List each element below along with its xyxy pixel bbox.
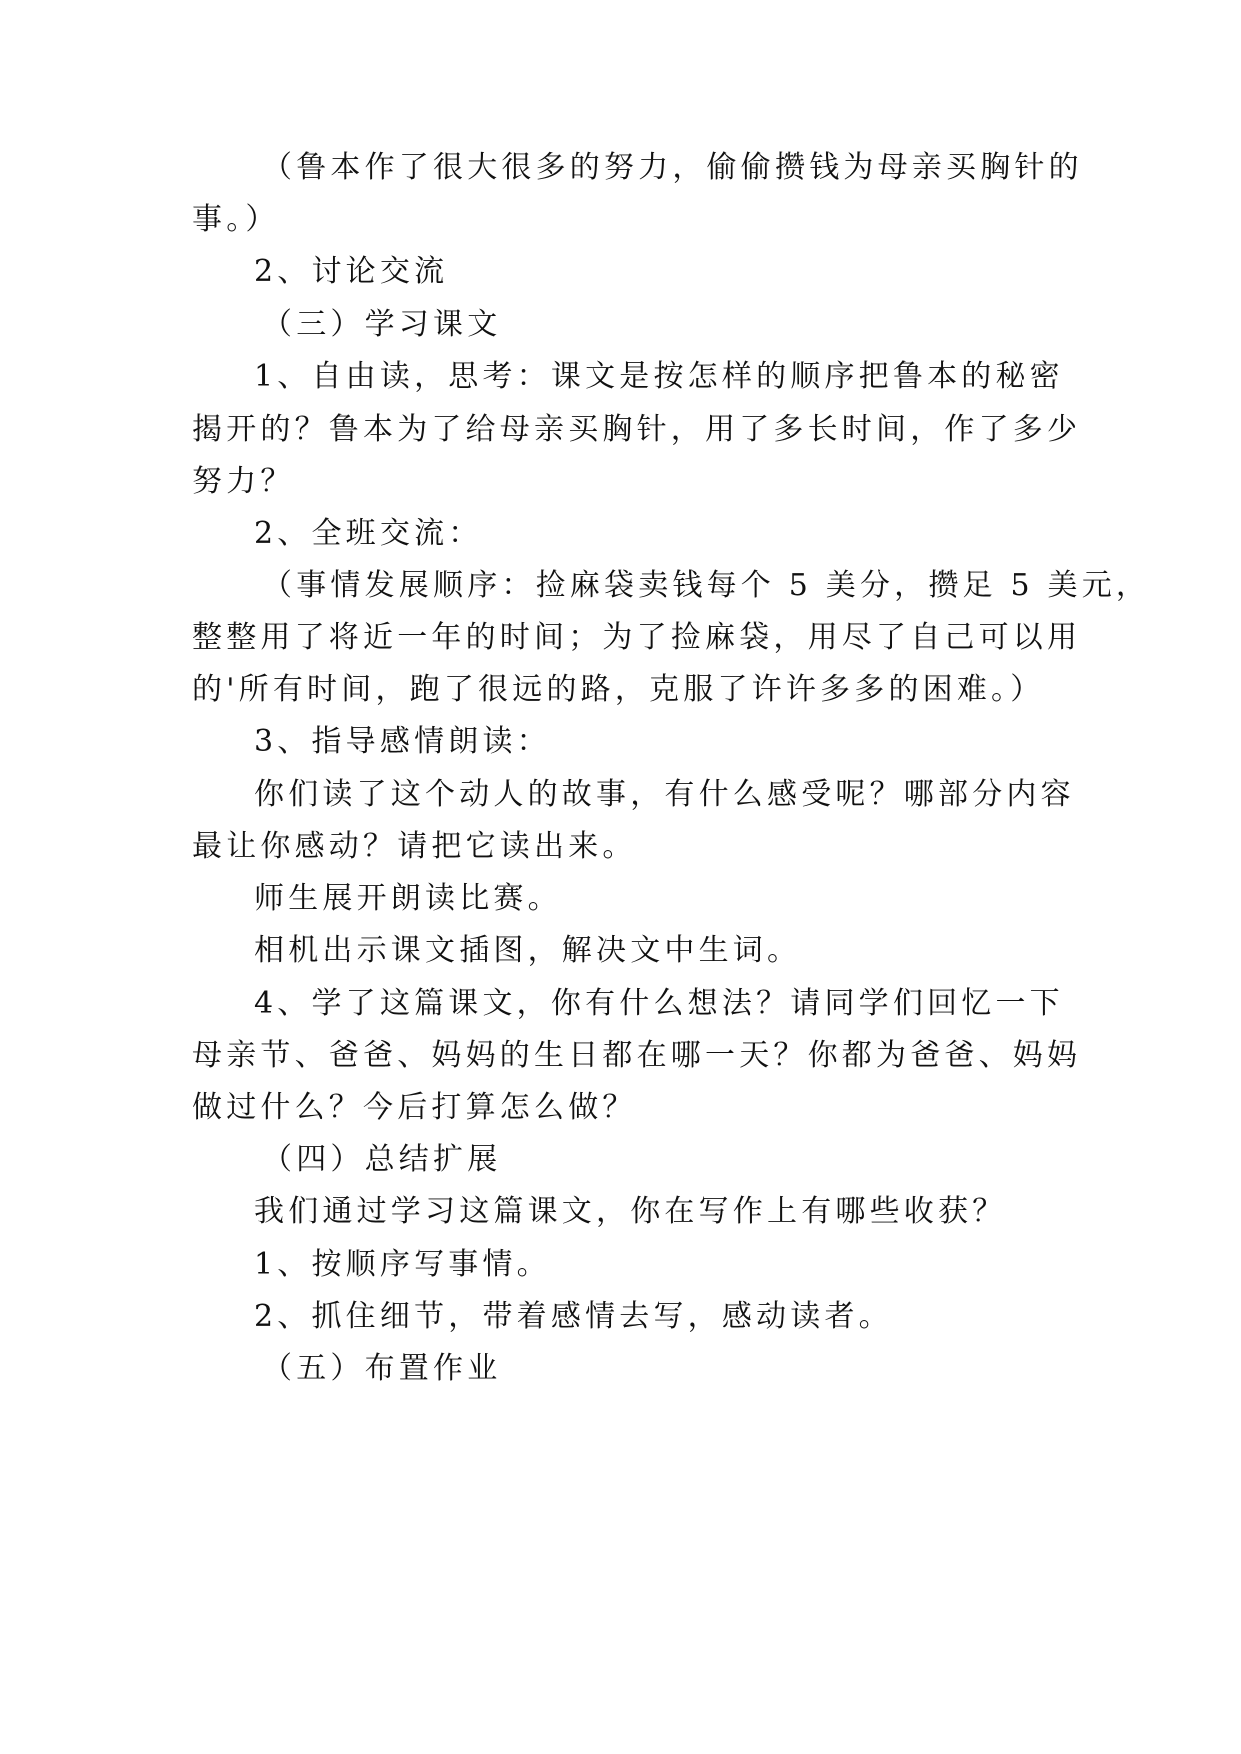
paragraph-line: 整整用了将近一年的时间；为了捡麻袋，用尽了自己可以用	[192, 620, 1082, 655]
paragraph-line: 2、抓住细节，带着感情去写，感动读者。	[254, 1299, 893, 1334]
paragraph-line: 做过什么？今后打算怎么做？	[192, 1090, 637, 1125]
paragraph-line: （鲁本作了很大很多的努力，偷偷攒钱为母亲买胸针的	[262, 150, 1083, 185]
paragraph-line: 母亲节、爸爸、妈妈的生日都在哪一天？你都为爸爸、妈妈	[192, 1038, 1082, 1073]
paragraph-line: （事情发展顺序：捡麻袋卖钱每个 5 美分，攒足 5 美元，	[262, 568, 1151, 603]
paragraph-line: 你们读了这个动人的故事，有什么感受呢？哪部分内容	[254, 777, 1075, 812]
paragraph-line: 相机出示课文插图，解决文中生词。	[254, 933, 802, 968]
paragraph-line: 最让你感动？请把它读出来。	[192, 829, 637, 864]
paragraph-line: 我们通过学习这篇课文，你在写作上有哪些收获？	[254, 1194, 1007, 1229]
paragraph-line: 揭开的？鲁本为了给母亲买胸针，用了多长时间，作了多少	[192, 412, 1082, 447]
section-heading: （四）总结扩展	[262, 1142, 502, 1177]
paragraph-line: 2、全班交流：	[254, 516, 483, 551]
section-heading: （五）布置作业	[262, 1351, 502, 1386]
paragraph-line: 的'所有时间，跑了很远的路，克服了许许多多的困难。）	[192, 672, 1045, 707]
paragraph-line: 3、指导感情朗读：	[254, 724, 551, 759]
paragraph-line: 努力？	[192, 464, 295, 499]
paragraph-line: 1、按顺序写事情。	[254, 1247, 551, 1282]
section-heading: （三）学习课文	[262, 307, 502, 342]
paragraph-line: 师生展开朗读比赛。	[254, 881, 562, 916]
paragraph-line: 2、讨论交流	[254, 254, 449, 289]
paragraph-line: 1、自由读，思考：课文是按怎样的顺序把鲁本的秘密	[254, 359, 1064, 394]
paragraph-line: 事。）	[192, 202, 280, 237]
paragraph-line: 4、学了这篇课文，你有什么想法？请同学们回忆一下	[254, 986, 1064, 1021]
